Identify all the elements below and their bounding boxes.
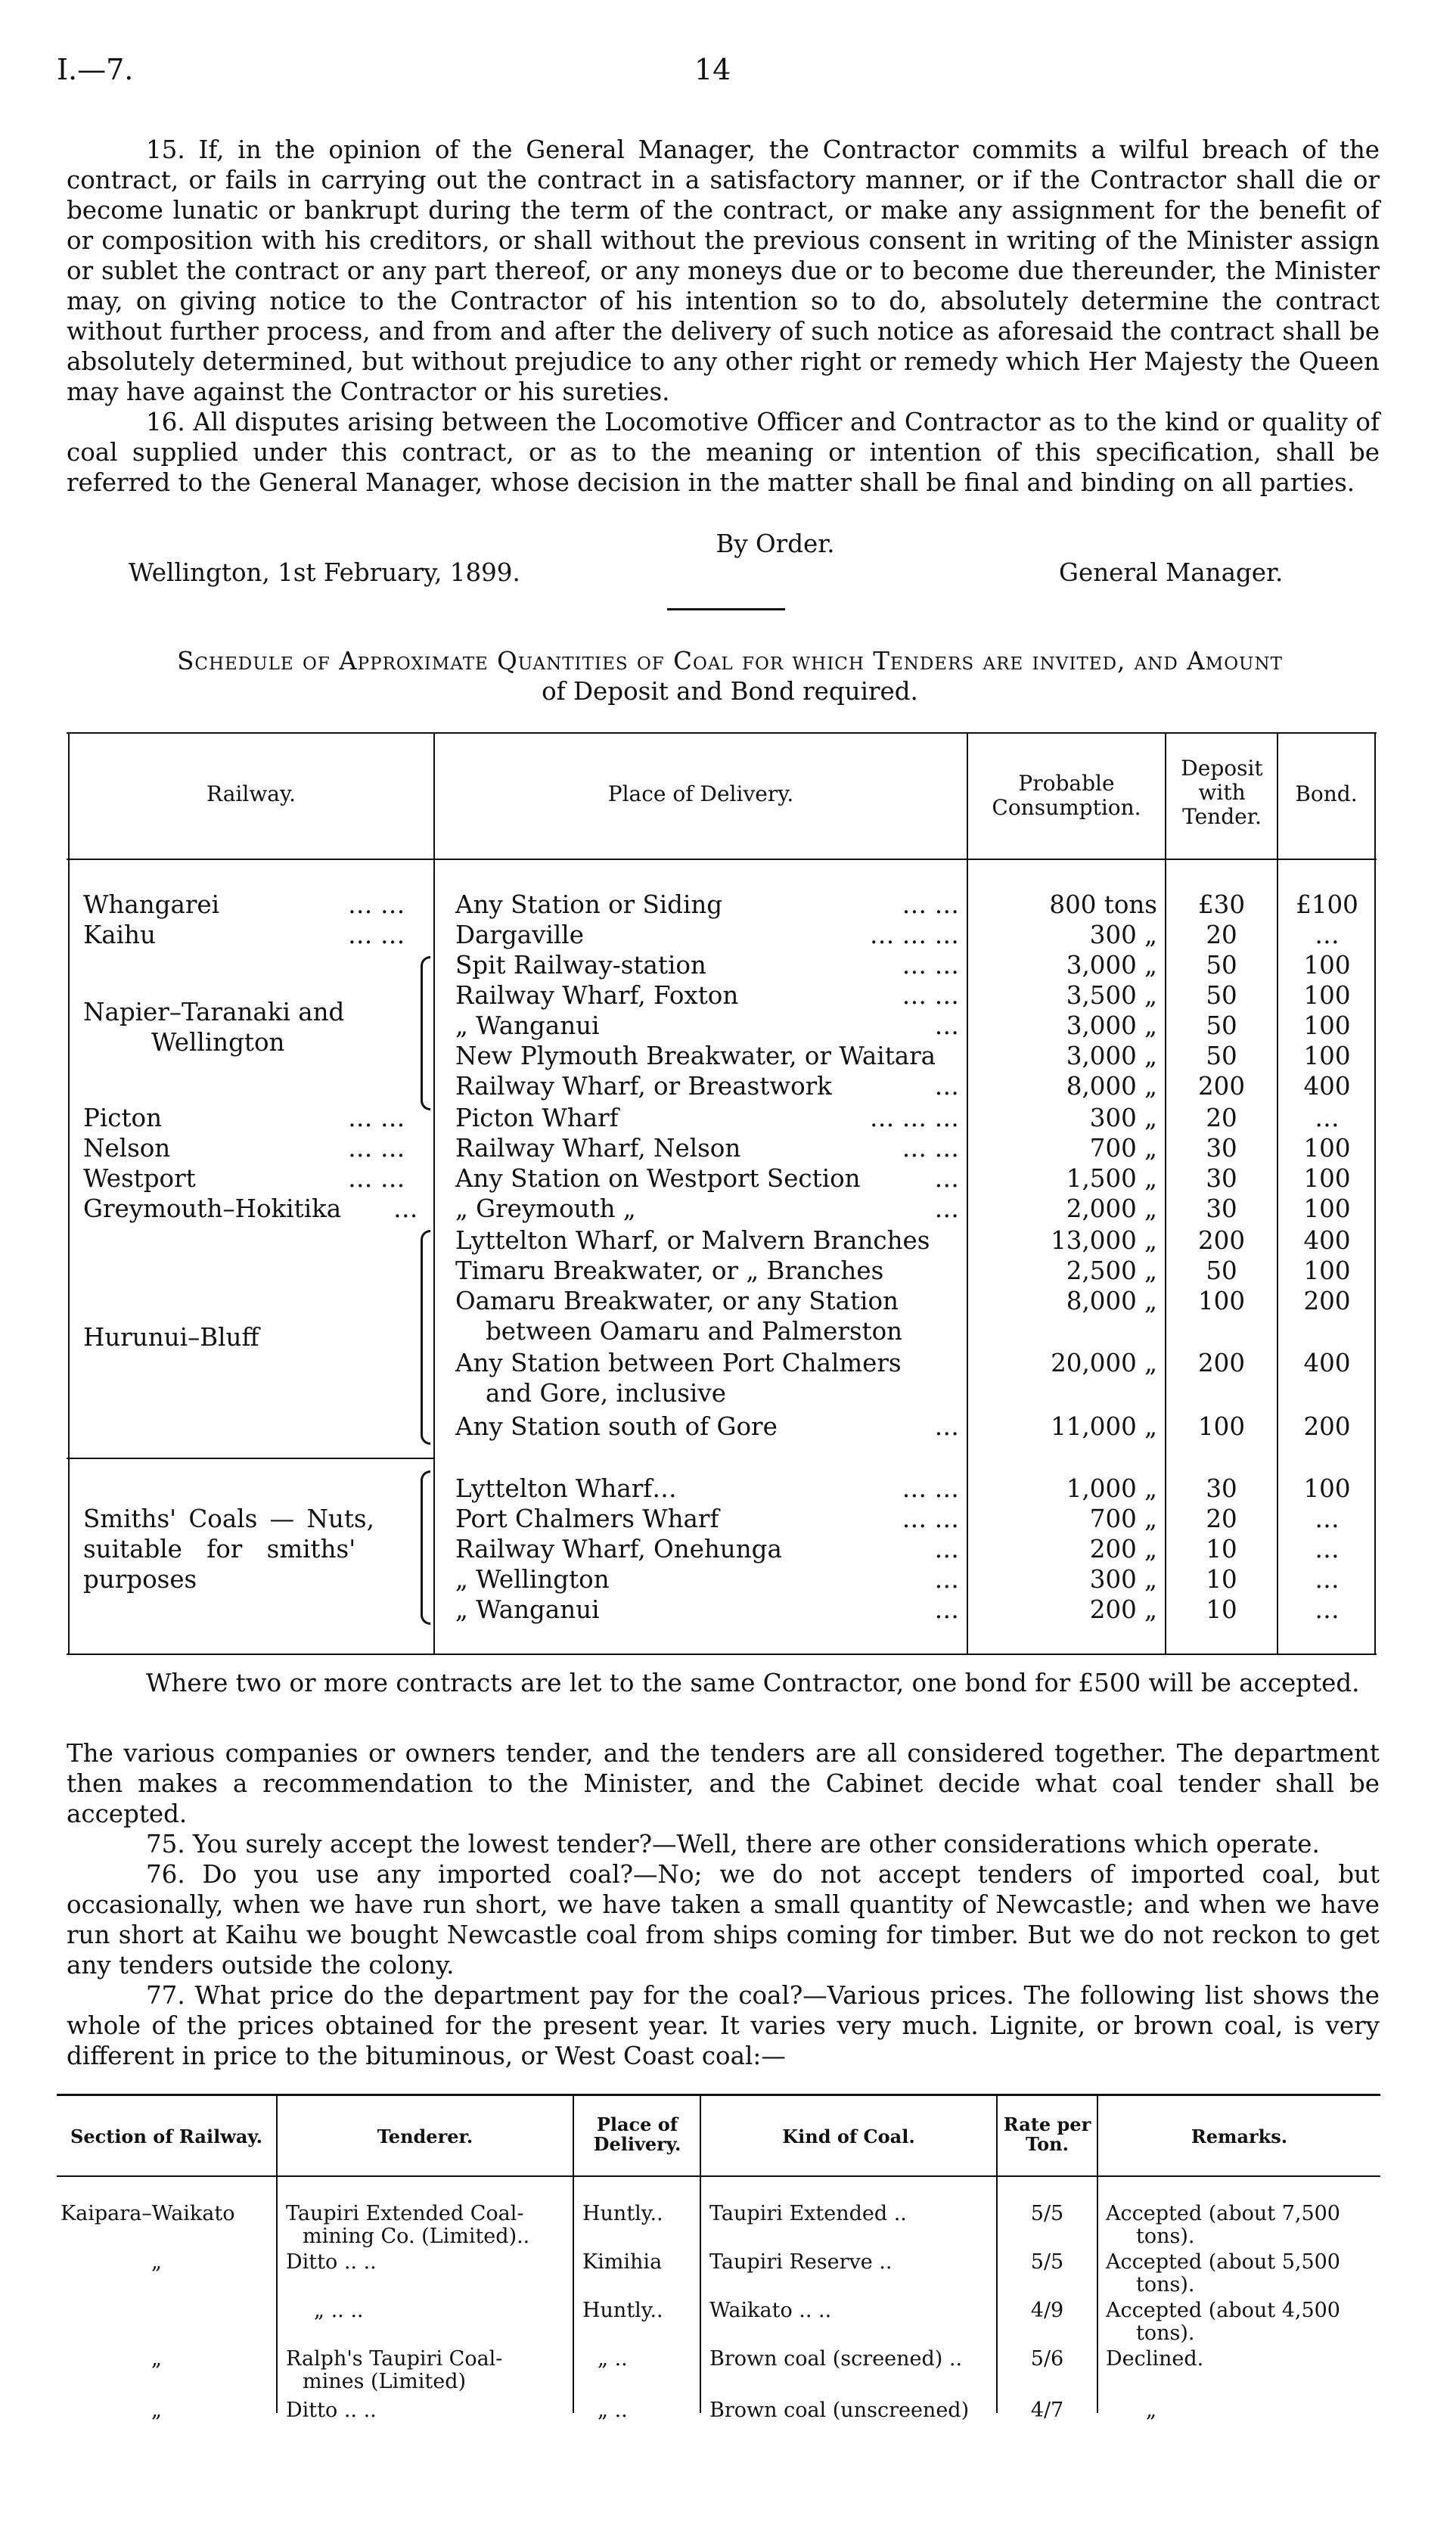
deposit-amount: 50 — [1206, 1011, 1237, 1040]
place-of-delivery: „ .. — [598, 2347, 628, 2371]
deposit-amount: 20 — [1206, 921, 1237, 949]
probable-consumption: 300 „ — [1089, 1565, 1157, 1594]
place-of-delivery: between Oamaru and Palmerston — [486, 1317, 903, 1346]
deposit-amount: 50 — [1206, 1042, 1237, 1070]
remarks: „ — [1146, 2399, 1156, 2422]
place-of-delivery: „ Wanganui — [455, 1011, 600, 1040]
col-header-bond: Bond. — [1295, 781, 1358, 806]
leader-dots: … — [934, 1595, 959, 1624]
col-header-place: Place of Delivery. — [607, 781, 794, 806]
tenderer: mines (Limited) — [303, 2370, 467, 2393]
probable-consumption: 2,000 „ — [1066, 1194, 1157, 1223]
question-77: 77. What price do the department pay for the coal?—Various prices. The following list shows the whole of the prices obtained for the present year. It varies very much. Lignite, or brown coal, is very different in price to the bituminous, or West Coast coal:— — [67, 1981, 1380, 2070]
place-of-delivery: „ Greymouth „ — [455, 1194, 636, 1223]
probable-consumption: 3,000 „ — [1066, 951, 1157, 980]
kind-of-coal: Brown coal (unscreened) — [709, 2399, 970, 2422]
bond-amount: 100 — [1303, 951, 1351, 980]
probable-consumption: 200 „ — [1089, 1535, 1157, 1564]
probable-consumption: 700 „ — [1089, 1134, 1157, 1163]
leader-dots: … … — [348, 921, 405, 949]
place-of-delivery: Huntly.. — [582, 2202, 663, 2225]
remarks: Accepted (about 4,500 — [1106, 2299, 1340, 2322]
tenderer: Taupiri Extended Coal- — [286, 2202, 524, 2225]
probable-consumption: 3,000 „ — [1066, 1011, 1157, 1040]
deposit-amount: £30 — [1197, 890, 1246, 919]
deposit-amount: 30 — [1206, 1194, 1237, 1223]
col-header-kind: Kind of Coal. — [782, 2126, 915, 2147]
leader-dots: … … — [348, 1164, 405, 1193]
probable-consumption: 20,000 „ — [1051, 1349, 1157, 1377]
signatory: General Manager. — [1059, 558, 1284, 587]
probable-consumption: 11,000 „ — [1051, 1412, 1157, 1441]
bond-amount: 200 — [1303, 1287, 1351, 1315]
probable-consumption: 3,500 „ — [1066, 981, 1157, 1010]
leader-dots: … — [393, 1194, 418, 1223]
leader-dots: … … — [348, 1104, 405, 1132]
prices-top-rule — [57, 2094, 1380, 2096]
deposit-amount: 10 — [1206, 1595, 1237, 1624]
deposit-amount: 30 — [1206, 1164, 1237, 1193]
place-of-delivery: Oamaru Breakwater, or any Station — [455, 1287, 899, 1315]
leader-dots: … — [934, 1565, 959, 1594]
place-of-delivery: Railway Wharf, Nelson — [455, 1134, 741, 1163]
place-of-delivery: Lyttelton Wharf… — [455, 1474, 677, 1503]
probable-consumption: 800 tons — [1049, 890, 1157, 919]
probable-consumption: 200 „ — [1089, 1595, 1157, 1624]
leader-dots: … … — [348, 890, 405, 919]
remarks: tons). — [1136, 2273, 1195, 2296]
place-of-delivery: Timaru Breakwater, or „ Branches — [455, 1256, 884, 1285]
col-header-remarks: Remarks. — [1191, 2126, 1288, 2147]
railway-name: Smiths' Coals — Nuts, — [83, 1504, 374, 1533]
remarks: tons). — [1136, 2321, 1195, 2345]
leader-dots: … — [934, 1011, 959, 1040]
bond-amount: 100 — [1303, 981, 1351, 1010]
col-rule — [573, 2095, 574, 2413]
rate-per-ton: 5/5 — [1030, 2202, 1064, 2225]
remarks: Accepted (about 7,500 — [1106, 2202, 1340, 2225]
deposit-amount: 200 — [1197, 1349, 1246, 1377]
question-76: 76. Do you use any imported coal?—No; we do not accept tenders of imported coal, but occasionally, when we have run short, we have taken a small quantity of Newcastle; and when we have run short at Kaihu we bought Newcastle coal from ships coming for timber. But we do not reckon to get any tenders outside the colony. — [67, 1860, 1380, 1980]
leader-dots: … … … — [869, 1104, 959, 1132]
bond-amount: … — [1315, 1104, 1340, 1132]
place-of-delivery: Any Station or Siding — [455, 890, 723, 919]
railway-name: Picton — [83, 1104, 163, 1132]
bond-amount: 400 — [1303, 1349, 1351, 1377]
companies-paragraph: The various companies or owners tender, and the tenders are all considered together. The department then makes a recommendation to the Minister, and the Cabinet decide what coal tender shall be accepted. — [67, 1739, 1380, 1828]
deposit-amount: 100 — [1197, 1412, 1246, 1441]
railway-name: Westport — [83, 1164, 196, 1193]
bond-amount: 100 — [1303, 1011, 1351, 1040]
deposit-amount: 30 — [1206, 1474, 1237, 1503]
leader-dots: … — [934, 1164, 959, 1193]
col-header-consumption: Probable Consumption. — [992, 771, 1141, 820]
railway-name: purposes — [83, 1565, 197, 1594]
place-of-delivery: Picton Wharf — [455, 1104, 619, 1132]
railway-name: Greymouth–Hokitika — [83, 1194, 342, 1223]
place-of-delivery: Railway Wharf, Foxton — [455, 981, 739, 1010]
deposit-amount: 20 — [1206, 1104, 1237, 1132]
bond-amount: 100 — [1303, 1134, 1351, 1163]
deposit-amount: 20 — [1206, 1504, 1237, 1533]
railway-name: Hurunui–Bluff — [83, 1323, 259, 1352]
railway-name: Kaihu — [83, 921, 156, 949]
place-of-delivery: „ .. — [598, 2399, 628, 2422]
deposit-amount: 10 — [1206, 1535, 1237, 1564]
tenderer: mining Co. (Limited).. — [303, 2225, 530, 2248]
rate-per-ton: 5/6 — [1030, 2347, 1064, 2371]
col-header-place: Place of Delivery. — [593, 2113, 681, 2155]
probable-consumption: 1,000 „ — [1066, 1474, 1157, 1503]
leader-dots: … — [934, 1535, 959, 1564]
prices-header-rule — [57, 2175, 1380, 2177]
rate-per-ton: 4/9 — [1030, 2299, 1064, 2322]
probable-consumption: 300 „ — [1089, 1104, 1157, 1132]
tenderer: „ .. .. — [314, 2299, 364, 2322]
place-of-delivery: New Plymouth Breakwater, or Waitara — [455, 1042, 936, 1070]
kind-of-coal: Taupiri Extended .. — [709, 2202, 907, 2225]
place-of-delivery: Railway Wharf, or Breastwork — [455, 1072, 832, 1101]
probable-consumption: 300 „ — [1089, 921, 1157, 949]
leader-dots: … … — [902, 951, 959, 980]
deposit-amount: 100 — [1197, 1287, 1246, 1315]
leader-dots: … … — [902, 1504, 959, 1533]
place-of-delivery: Any Station between Port Chalmers — [455, 1349, 902, 1377]
leader-dots: … — [934, 1412, 959, 1441]
page-number: 14 — [694, 53, 731, 86]
leader-dots: … — [934, 1072, 959, 1101]
bond-amount: 100 — [1303, 1474, 1351, 1503]
place-of-delivery: Spit Railway-station — [455, 951, 706, 980]
leader-dots: … … — [902, 1474, 959, 1503]
deposit-amount: 30 — [1206, 1134, 1237, 1163]
deposit-amount: 50 — [1206, 951, 1237, 980]
schedule-title-line2: of Deposit and Bond required. — [542, 677, 918, 706]
probable-consumption: 2,500 „ — [1066, 1256, 1157, 1285]
col-header-deposit: Deposit with Tender. — [1181, 756, 1263, 829]
bond-amount: 100 — [1303, 1194, 1351, 1223]
place-of-delivery: „ Wanganui — [455, 1595, 600, 1624]
place-of-delivery: Huntly.. — [582, 2299, 663, 2322]
bond-amount: 100 — [1303, 1042, 1351, 1070]
leader-dots: … … … — [869, 921, 959, 949]
bond-amount: 400 — [1303, 1226, 1351, 1255]
place-of-delivery: Any Station on Westport Section — [455, 1164, 861, 1193]
bond-amount: … — [1315, 921, 1340, 949]
schedule-title-line1: Schedule of Approximate Quantities of Coal for which Tenders are invited, and Amount — [177, 647, 1283, 675]
railway-name: Nelson — [83, 1134, 171, 1163]
bond-note: Where two or more contracts are let to the same Contractor, one bond for £500 will be accepted. — [146, 1669, 1360, 1697]
bond-amount: … — [1315, 1595, 1340, 1624]
probable-consumption: 8,000 „ — [1066, 1287, 1157, 1315]
place-of-delivery: Any Station south of Gore — [455, 1412, 778, 1441]
probable-consumption: 1,500 „ — [1066, 1164, 1157, 1193]
col-header-rate: Rate per Ton. — [1003, 2113, 1091, 2155]
tenderer: Ralph's Taupiri Coal- — [286, 2347, 503, 2371]
place-of-delivery: „ Wellington — [455, 1565, 610, 1594]
probable-consumption: 13,000 „ — [1051, 1226, 1157, 1255]
bond-amount: 100 — [1303, 1256, 1351, 1285]
railway-name: suitable for smiths' — [83, 1535, 356, 1564]
railway-name: Napier–Taranaki and — [83, 998, 345, 1026]
railway-name: Whangarei — [83, 890, 219, 919]
section-of-railway: „ — [151, 2347, 162, 2371]
clause-15: 15. If, in the opinion of the General Manager, the Contractor commits a wilful breach of the contract, or fails in carrying out the contract in a satisfactory manner, or if the Contractor shall die or become lunatic or bankrupt during the term of the contract, or make any assignment for the benefit of or composition with his creditors, or shall without the previous consent in writing of the Minister assign or sublet the contract or any part thereof, or any moneys due or to become due thereunder, the Minister may, on giving notice to the Contractor of his intention so to do, absolutely determine the contract without further process, and from and after the delivery of such notice as aforesaid the contract shall be absolutely determined, but without prejudice to any other right or remedy which Her Majesty the Queen may have against the Contractor or his sureties. — [67, 135, 1380, 406]
bond-amount: … — [1315, 1504, 1340, 1533]
section-of-railway: „ — [151, 2250, 162, 2274]
leader-dots: … … — [902, 1134, 959, 1163]
deposit-amount: 200 — [1197, 1072, 1246, 1101]
place-and-date: Wellington, 1st February, 1899. — [129, 558, 520, 587]
deposit-amount: 50 — [1206, 981, 1237, 1010]
section-of-railway: Kaipara–Waikato — [61, 2202, 235, 2225]
col-header-section: Section of Railway. — [70, 2126, 262, 2147]
leader-dots: … — [934, 1194, 959, 1223]
rate-per-ton: 5/5 — [1030, 2250, 1064, 2274]
bond-amount: 200 — [1303, 1412, 1351, 1441]
probable-consumption: 3,000 „ — [1066, 1042, 1157, 1070]
place-of-delivery: Kimihia — [582, 2250, 663, 2274]
deposit-amount: 10 — [1206, 1565, 1237, 1594]
place-of-delivery: Lyttelton Wharf, or Malvern Branches — [455, 1226, 930, 1255]
kind-of-coal: Brown coal (screened) .. — [709, 2347, 963, 2371]
question-75: 75. You surely accept the lowest tender?—Well, there are other considerations which operate. — [146, 1830, 1320, 1858]
kind-of-coal: Waikato .. .. — [709, 2299, 832, 2322]
rate-per-ton: 4/7 — [1030, 2399, 1064, 2422]
leader-dots: … … — [902, 981, 959, 1010]
tenderer: Ditto .. .. — [286, 2399, 377, 2422]
kind-of-coal: Taupiri Reserve .. — [709, 2250, 893, 2274]
deposit-amount: 200 — [1197, 1226, 1246, 1255]
col-rule — [996, 2095, 998, 2413]
bond-amount: … — [1315, 1565, 1340, 1594]
clause-16: 16. All disputes arising between the Locomotive Officer and Contractor as to the kind or quality of coal supplied under this contract, or as to the meaning or intention of this specification, shall be referred to the General Manager, whose decision in the matter shall be final and binding on all parties. — [67, 408, 1380, 497]
probable-consumption: 700 „ — [1089, 1504, 1157, 1533]
probable-consumption: 8,000 „ — [1066, 1072, 1157, 1101]
leader-dots: … … — [348, 1134, 405, 1163]
col-header-railway: Railway. — [206, 781, 296, 806]
bond-amount: £100 — [1296, 890, 1358, 919]
place-of-delivery: Dargaville — [455, 921, 584, 949]
remarks: tons). — [1136, 2225, 1195, 2248]
leader-dots: … … — [902, 890, 959, 919]
by-order: By Order. — [716, 529, 835, 558]
section-of-railway: „ — [151, 2399, 162, 2422]
remarks: Declined. — [1106, 2347, 1204, 2371]
bond-amount: … — [1315, 1535, 1340, 1564]
railway-name: Wellington — [151, 1028, 285, 1057]
deposit-amount: 50 — [1206, 1256, 1237, 1285]
bond-amount: 100 — [1303, 1164, 1351, 1193]
tenderer: Ditto .. .. — [286, 2250, 377, 2274]
col-header-tenderer: Tenderer. — [377, 2126, 473, 2147]
place-of-delivery: Railway Wharf, Onehunga — [455, 1535, 782, 1564]
place-of-delivery: Port Chalmers Wharf — [455, 1504, 719, 1533]
remarks: Accepted (about 5,500 — [1106, 2250, 1340, 2274]
document-reference: I.—7. — [57, 53, 134, 86]
place-of-delivery: and Gore, inclusive — [486, 1379, 726, 1408]
bond-amount: 400 — [1303, 1072, 1351, 1101]
